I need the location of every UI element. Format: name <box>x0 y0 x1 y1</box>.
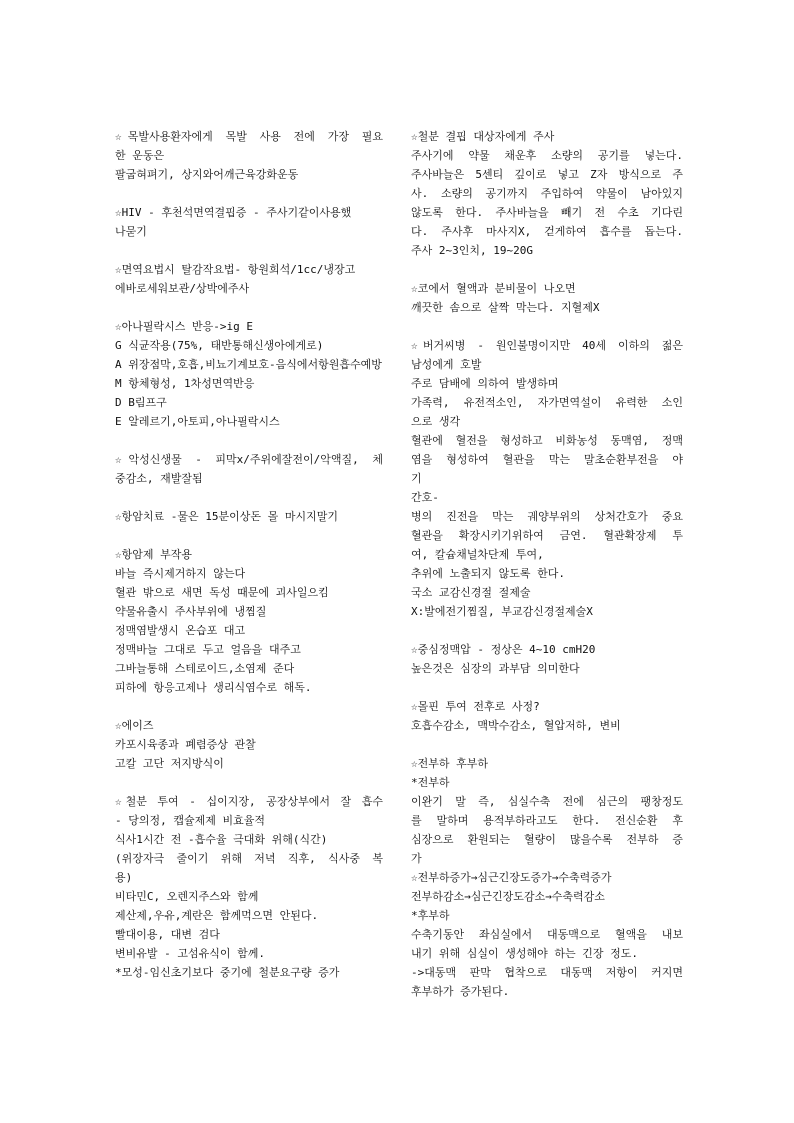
blank-line <box>411 260 683 279</box>
blank-line <box>115 526 383 545</box>
text-line: ☆철분 투여 - 십이지장, 공장상부에서 잘 흡수 <box>115 795 383 808</box>
text-line: 병의 진전을 막는 궤양부위의 상처간호가 중요 <box>411 510 683 523</box>
text-line: 깨끗한 솜으로 살짝 막는다. 지혈제X <box>411 301 600 314</box>
text-line: E 알레르기,아토피,아나필락시스 <box>115 415 280 428</box>
text-line: 주로 담배에 의하여 발생하며 <box>411 377 559 390</box>
text-line: 주사 2~3인치, 19~20G <box>411 244 533 257</box>
text-line: ☆전부하증가→심근긴장도증가→수축력증가 <box>411 871 612 884</box>
blank-line <box>115 488 383 507</box>
blank-line <box>411 678 683 697</box>
text-line: ☆코에서 혈액과 분비물이 나오면 <box>411 282 576 295</box>
text-line: X:발에전기찜질, 부교감신경절제술X <box>411 605 593 618</box>
text-line: 용) <box>115 871 133 884</box>
blank-line <box>411 735 683 754</box>
text-line: 간호- <box>411 491 439 504</box>
text-line: 주사기에 약물 채운후 소량의 공기를 넣는다. <box>411 149 683 162</box>
text-line: *모성-임신초기보다 중기에 철분요구량 증가 <box>115 966 340 979</box>
text-line: 수축기동안 좌심실에서 대동맥으로 혈액을 내보 <box>411 928 683 941</box>
text-line: 가족력, 유전적소인, 자가면역설이 유력한 소인 <box>411 396 683 409</box>
text-line: 호흡수감소, 맥박수감소, 혈압저하, 변비 <box>411 719 621 732</box>
text-line: M 항체형성, 1차성면역반응 <box>115 377 255 390</box>
text-line: 약물유출시 주사부위에 냉찜질 <box>115 605 267 618</box>
text-line: *후부하 <box>411 909 450 922</box>
text-line: 중감소, 재발잘됨 <box>115 472 203 485</box>
text-line: 국소 교감신경절 절제술 <box>411 586 531 599</box>
text-line: 염을 형성하여 혈관을 막는 말초순환부전을 야 <box>411 453 683 466</box>
text-line: ☆목발사용환자에게 목발 사용 전에 가장 필요 <box>115 130 383 143</box>
text-line: 나묻기 <box>115 225 147 238</box>
text-line: 추위에 노출되지 않도록 한다. <box>411 567 566 580</box>
text-line: 변비유발 - 고섬유식이 함께. <box>115 947 265 960</box>
text-line: 남성에게 호발 <box>411 358 482 371</box>
text-line: (위장자극 줄이기 위해 저녁 직후, 식사중 복 <box>115 852 383 865</box>
text-line: 사. 소량의 공기까지 주입하여 약물이 남아있지 <box>411 187 683 200</box>
right-column <box>411 127 683 1001</box>
text-line: 를 말하며 용적부하라고도 한다. 전신순환 후 <box>411 814 683 827</box>
blank-line <box>115 241 383 260</box>
text-line: 전부하감소→심근긴장도감소→수축력감소 <box>411 890 605 903</box>
text-line: 기 <box>411 472 422 485</box>
text-line: ☆전부하 후부하 <box>411 757 489 770</box>
text-line: *전부하 <box>411 776 450 789</box>
text-line: 그바늘통해 스테로이드,소염제 준다 <box>115 662 295 675</box>
text-line: ->대동맥 판막 협착으로 대동맥 저항이 커지면 <box>411 966 683 979</box>
text-line: A 위장점막,호흡,비뇨기계보호-음식에서항원흡수예방 <box>115 358 382 371</box>
blank-line <box>115 431 383 450</box>
blank-line <box>411 621 683 640</box>
text-line: 혈관 밖으로 새면 독성 때문에 괴사일으킴 <box>115 586 329 599</box>
text-line: 후부하가 증가된다. <box>411 985 510 998</box>
blank-line <box>115 697 383 716</box>
text-line: G 식균작용(75%, 태반통해신생아에게로) <box>115 339 324 352</box>
left-column <box>115 127 383 982</box>
text-line: 않도록 한다. 주사바늘을 빼기 전 수초 기다린 <box>411 206 683 219</box>
text-line: D B림프구 <box>115 396 167 409</box>
text-line: 고칼 고단 저지방식이 <box>115 757 224 770</box>
text-line: ☆항암치료 -물은 15분이상돈 몰 마시지말기 <box>115 510 338 523</box>
text-line: ☆몰핀 투여 전후로 사정? <box>411 700 540 713</box>
text-line: - 당의정, 캡슐제제 비효율적 <box>115 814 265 827</box>
text-line: 한 운동은 <box>115 149 165 162</box>
text-line: ☆에이즈 <box>115 719 154 732</box>
text-line: 바늘 즉시제거하지 않는다 <box>115 567 246 580</box>
text-line: 혈관을 확장시키기위하여 금연. 혈관확장제 투 <box>411 529 683 542</box>
text-line: ☆HIV - 후천석면역결핍증 - 주사기같이사용했 <box>115 206 352 219</box>
blank-line <box>411 317 683 336</box>
text-line: 비타민C, 오렌지주스와 함께 <box>115 890 259 903</box>
text-line: 높은것은 심장의 과부담 의미한다 <box>411 662 580 675</box>
text-line: ☆항암제 부작용 <box>115 548 193 561</box>
text-line: 혈관에 혈전을 형성하고 비화농성 동맥염, 정맥 <box>411 434 683 447</box>
text-line: ☆악성신생물 - 피막x/주위에잘전이/악액질, 체 <box>115 453 383 466</box>
text-line: ☆면역요법시 탈감작요법- 항원희석/1cc/냉장고 <box>115 263 356 276</box>
text-line: 으로 생각 <box>411 415 461 428</box>
text-line: 다. 주사후 마사지X, 걷게하여 흡수를 돕는다. <box>411 225 683 238</box>
text-line: 여, 칼슘채널차단제 투여, <box>411 548 544 561</box>
text-line: ☆아나필락시스 반응->ig E <box>115 320 253 333</box>
text-line: 에바로세워보관/상박에주사 <box>115 282 250 295</box>
text-line: 빨대이용, 대변 검다 <box>115 928 220 941</box>
text-line: 정맥바늘 그대로 두고 얼음을 대주고 <box>115 643 301 656</box>
text-line: 제산제,우유,계란은 함께먹으면 안된다. <box>115 909 319 922</box>
blank-line <box>115 298 383 317</box>
text-line: 팔굽혀펴기, 상지와어깨근육강화운동 <box>115 168 299 181</box>
text-line: 심장으로 환원되는 혈량이 많을수록 전부하 증 <box>411 833 683 846</box>
text-line: 정맥염발생시 온습포 대고 <box>115 624 246 637</box>
text-line: 이완기 말 즉, 심실수축 전에 심근의 팽창정도 <box>411 795 683 808</box>
text-line: 주사바늘은 5센티 깊이로 넣고 Z자 방식으로 주 <box>411 168 683 181</box>
text-line: ☆중심정맥압 - 정상은 4~10 cmH20 <box>411 643 596 656</box>
text-line: 내기 위해 심실이 생성해야 하는 긴장 정도. <box>411 947 638 960</box>
text-line: 카포시육종과 폐렴증상 관찰 <box>115 738 256 751</box>
text-line: 식사1시간 전 -흡수율 극대화 위해(식간) <box>115 833 328 846</box>
text-line: 가 <box>411 852 422 865</box>
blank-line <box>115 184 383 203</box>
text-line: ☆버거씨병 - 원인불명이지만 40세 이하의 젊은 <box>411 339 683 352</box>
blank-line <box>115 773 383 792</box>
text-line: 피하에 항응고제나 생리식염수로 해독. <box>115 681 312 694</box>
text-line: ☆철분 결핍 대상자에게 주사 <box>411 130 555 143</box>
